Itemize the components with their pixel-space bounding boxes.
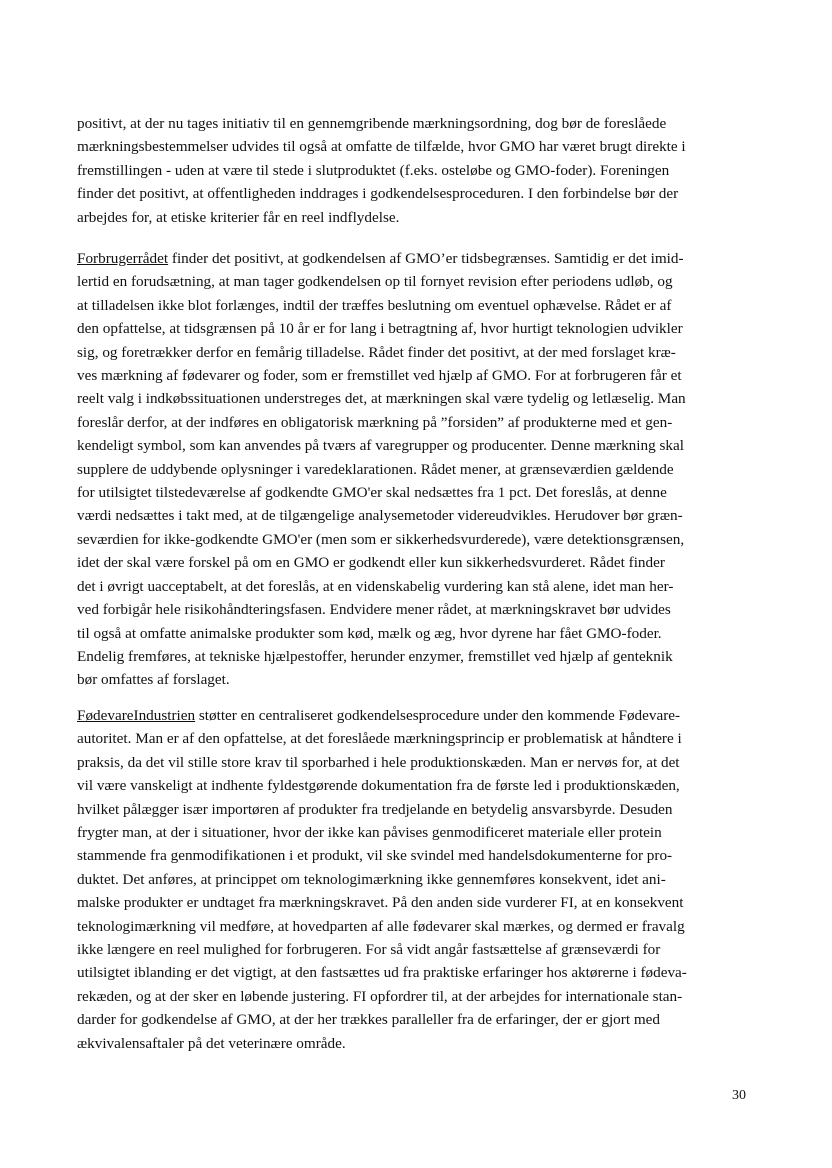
line-text: ves mærkning af fødevarer og foder, som er fremstillet ved hjælp af GMO. For at forbrugeren får et (77, 367, 682, 385)
line-text: til også at omfatte animalske produkter som kød, mælk og æg, hvor dyrene har fået GMO-foder. (77, 624, 662, 642)
text-line (77, 387, 757, 410)
line-text: arbejdes for, at etiske kriterier får en reel indflydelse. (77, 208, 400, 226)
text-line (77, 668, 757, 691)
text-line (77, 528, 757, 551)
paragraph-lead-heading: FødevareIndustrien (77, 707, 196, 724)
line-text: utilsigtet iblanding er det vigtigt, at den fastsættes ud fra praktiske erfaringer hos aktørerne i fødeva- (77, 964, 687, 982)
text-line (77, 135, 757, 158)
line-text: bør omfattes af forslaget. (77, 671, 230, 689)
text-line (77, 182, 757, 205)
line-text: værdi nedsættes i takt med, at de tilgængelige analysemetoder videreudvikles. Herudover bør græn- (77, 507, 683, 525)
text-line (77, 844, 757, 867)
line-text: finder det positivt, at offentligheden inddrages i godkendelsesproceduren. I den forbindelse bør der (77, 185, 679, 203)
line-text: for utilsigtet tilstedeværelse af godkendte GMO'er skal nedsættes fra 1 pct. Det foreslås, at denne (77, 484, 667, 502)
paragraph-forbrugerraadet (77, 247, 757, 692)
text-line (77, 798, 757, 821)
text-line (77, 481, 757, 504)
line-text: positivt, at der nu tages initiativ til en gennemgribende mærkningsordning, dog bør de foreslåede (77, 115, 667, 132)
line-text: praksis, da det vil stille store krav til sporbarhed i hele produktionskæden. Man er nervøs for, at det (77, 753, 680, 771)
line-text: hvilket pålægger især importøren af produkter fra tredjelande en betydelig ansvarsbyrde. Desuden (77, 800, 673, 818)
line-text: duktet. Det anføres, at princippet om teknologimærkning ikke gennemføres konsekvent, idet ani- (77, 870, 666, 888)
line-text: malske produkter er undtaget fra mærkningskravet. På den anden side vurderer FI, at en konsekvent (77, 894, 684, 912)
text-line (77, 645, 757, 668)
line-text: støtter en centraliseret godkendelsesprocedure under den kommende Fødevare- (195, 707, 681, 724)
line-text: lertid en forudsætning, at man tager godkendelsen op til fornyet revision efter periodens udløb, og (77, 273, 673, 291)
text-line (77, 294, 757, 317)
text-line (77, 1032, 757, 1055)
text-line (77, 868, 757, 891)
text-line (77, 341, 757, 364)
line-text: finder det positivt, at godkendelsen af GMO’er tidsbegrænses. Samtidig er det imid- (168, 250, 684, 267)
text-line (77, 751, 757, 774)
line-text: reelt valg i indkøbssituationen understreges det, at mærkningen skal være tydelig og letlæselig. Man (77, 390, 686, 408)
text-line (77, 112, 757, 135)
line-text: ved forbigår hele risikohåndteringsfasen. Endvidere mener rådet, at mærkningskravet bør udvides (77, 601, 671, 619)
text-line (77, 622, 757, 645)
text-line (77, 364, 757, 387)
line-text: mærkningsbestemmelser udvides til også at omfatte de tilfælde, hvor GMO har været brugt direkte i (77, 138, 686, 156)
text-line (77, 704, 757, 727)
line-text: det i øvrigt uacceptabelt, at det foreslås, at en videnskabelig vurdering kan stå alene, idet man her- (77, 577, 674, 595)
line-text: autoritet. Man er af den opfattelse, at det foreslåede mærkningsprincip er problematisk at håndtere i (77, 730, 682, 748)
paragraph-lead-heading: Forbrugerrådet (77, 250, 169, 267)
text-line (77, 504, 757, 527)
line-text: stammende fra genmodifikationen i et produkt, vil ske svindel med handelsdokumenterne for pro- (77, 847, 673, 865)
page-number: 30 (732, 1088, 746, 1103)
line-text: frygter man, at der i situationer, hvor der ikke kan påvises genmodificeret materiale eller protein (77, 824, 662, 842)
line-text: ikke længere en reel mulighed for forbrugeren. For så vidt angår fastsættelse af grænseværdi for (77, 941, 661, 959)
line-text: foreslår derfor, at der indføres en obligatorisk mærkning på ”forsiden” af produkterne med et gen- (77, 413, 673, 431)
text-line (77, 458, 757, 481)
text-line (77, 961, 757, 984)
text-line (77, 891, 757, 914)
line-text: ækvivalensaftaler på det veterinære område. (77, 1034, 346, 1052)
line-text: rekæden, og at der sker en løbende justering. FI opfordrer til, at der arbejdes for internationale stan- (77, 987, 683, 1005)
line-text: Endelig fremføres, at tekniske hjælpestoffer, herunder enzymer, fremstillet ved hjælp af genteknik (77, 647, 673, 665)
text-line (77, 1008, 757, 1031)
line-text: seværdien for ikke-godkendte GMO'er (men som er sikkerhedsvurderede), være detektionsgrænsen, (77, 530, 685, 548)
text-line (77, 985, 757, 1008)
line-text: vil være vanskeligt at indhente fyldestgørende dokumentation fra de første led i produktionskæden, (77, 777, 680, 795)
line-text: sig, og foretrækker derfor en femårig tilladelse. Rådet finder det positivt, at der med forslaget kræ- (77, 343, 676, 361)
text-line (77, 821, 757, 844)
text-line (77, 247, 757, 270)
paragraph-foedevareindustrien (77, 704, 757, 1055)
text-line (77, 206, 757, 229)
text-line (77, 938, 757, 961)
line-text: den opfattelse, at tidsgrænsen på 10 år er for lang i betragtning af, hvor hurtigt teknologien udvikler (77, 320, 683, 338)
line-text: fremstillingen - uden at være til stede i slutproduktet (f.eks. osteløbe og GMO-foder). Foreningen (77, 161, 670, 179)
line-text: supplere de uddybende oplysninger i varedeklarationen. Rådet mener, at grænseværdien gældende (77, 460, 674, 478)
line-text: idet der skal være forskel på om en GMO er godkendt eller kun sikkerhedsvurderet. Rådet finder (77, 554, 665, 572)
paragraph-intro (77, 112, 757, 229)
text-line (77, 915, 757, 938)
text-line (77, 411, 757, 434)
line-text: kendeligt symbol, som kan anvendes på tværs af varegrupper og producenter. Denne mærkning skal (77, 437, 684, 455)
text-line (77, 551, 757, 574)
text-line (77, 159, 757, 182)
text-line (77, 317, 757, 340)
text-line (77, 598, 757, 621)
line-text: darder for godkendelse af GMO, at der her trækkes paralleller fra de erfaringer, der er gjort med (77, 1011, 660, 1029)
text-line (77, 727, 757, 750)
text-line (77, 575, 757, 598)
text-line (77, 434, 757, 457)
line-text: at tilladelsen ikke blot forlænges, indtil der træffes beslutning om eventuel ophævelse. Rådet er af (77, 296, 672, 314)
line-text: teknologimærkning vil medføre, at hovedparten af alle fødevarer skal mærkes, og dermed er fravalg (77, 917, 685, 935)
text-line (77, 774, 757, 797)
text-line (77, 270, 757, 293)
